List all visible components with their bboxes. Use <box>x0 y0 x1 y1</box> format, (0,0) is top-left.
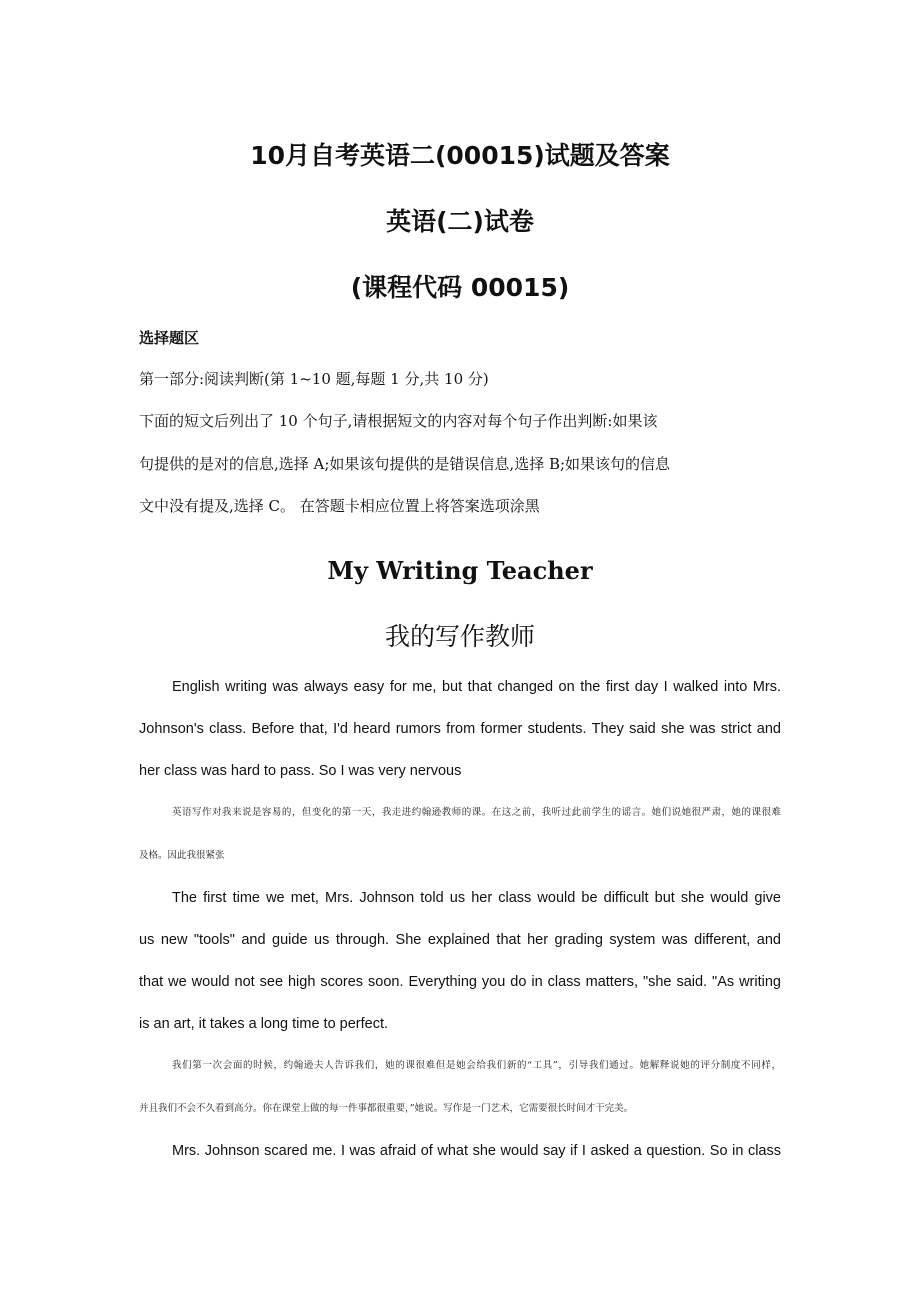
instruction-line: 句提供的是对的信息,选择 A;如果该句提供的是错误信息,选择 B;如果该句的信息 <box>139 455 671 473</box>
passage-line: her class was hard to pass. So I was very nervous <box>139 763 462 779</box>
translation-line: 英语写作对我来说是容易的，但变化的第一天，我走进约翰逊教师的课。在这之前，我听过此前学生的谣言。她们说她很严肃，她的课很难 <box>172 807 781 818</box>
passage-title-chinese: 我的写作教师 <box>384 622 535 651</box>
passage-line: us new "tools" and guide us through. She explained that her grading system was different, and <box>139 932 781 948</box>
section-label: 选择题区 <box>139 329 200 347</box>
translation-line: 及格。因此我很紧张 <box>139 850 225 861</box>
translation-line: 我们第一次会面的时候，约翰逊夫人告诉我们，她的课很难但是她会给我们新的“工具”，引导我们通过。她解释说她的评分制度不同样， <box>172 1060 781 1071</box>
passage-line: English writing was always easy for me, but that changed on the first day I walked into Mrs. <box>172 679 781 695</box>
passage-title-english: My Writing Teacher <box>327 556 593 585</box>
passage-line: Johnson's class. Before that, I'd heard rumors from former students. They said she was strict and <box>139 721 781 737</box>
exam-subtitle: 英语(二)试卷 <box>386 207 534 236</box>
instruction-line: 下面的短文后列出了 10 个句子,请根据短文的内容对每个句子作出判断:如果该 <box>139 412 658 430</box>
passage-line: The first time we met, Mrs. Johnson told us her class would be difficult but she would give <box>172 890 781 906</box>
passage-line: that we would not see high scores soon. Everything you do in class matters, "she said. "As writing <box>139 974 781 990</box>
translation-line: 并且我们不会不久看到高分。你在课堂上做的每一件事都很重要，”她说。写作是一门艺术，它需要很长时间才干完美。 <box>139 1103 634 1114</box>
passage-line: Mrs. Johnson scared me. I was afraid of what she would say if I asked a question. So in class <box>172 1143 781 1159</box>
instruction-line: 文中没有提及,选择 C。 在答题卡相应位置上将答案选项涂黑 <box>139 497 540 515</box>
document-title: 10月自考英语二(00015)试题及答案 <box>250 141 670 170</box>
passage-line: is an art, it takes a long time to perfect. <box>139 1016 389 1032</box>
part-heading: 第一部分:阅读判断(第 1~10 题,每题 1 分,共 10 分) <box>139 370 489 388</box>
course-code: (课程代码 00015) <box>350 273 570 302</box>
